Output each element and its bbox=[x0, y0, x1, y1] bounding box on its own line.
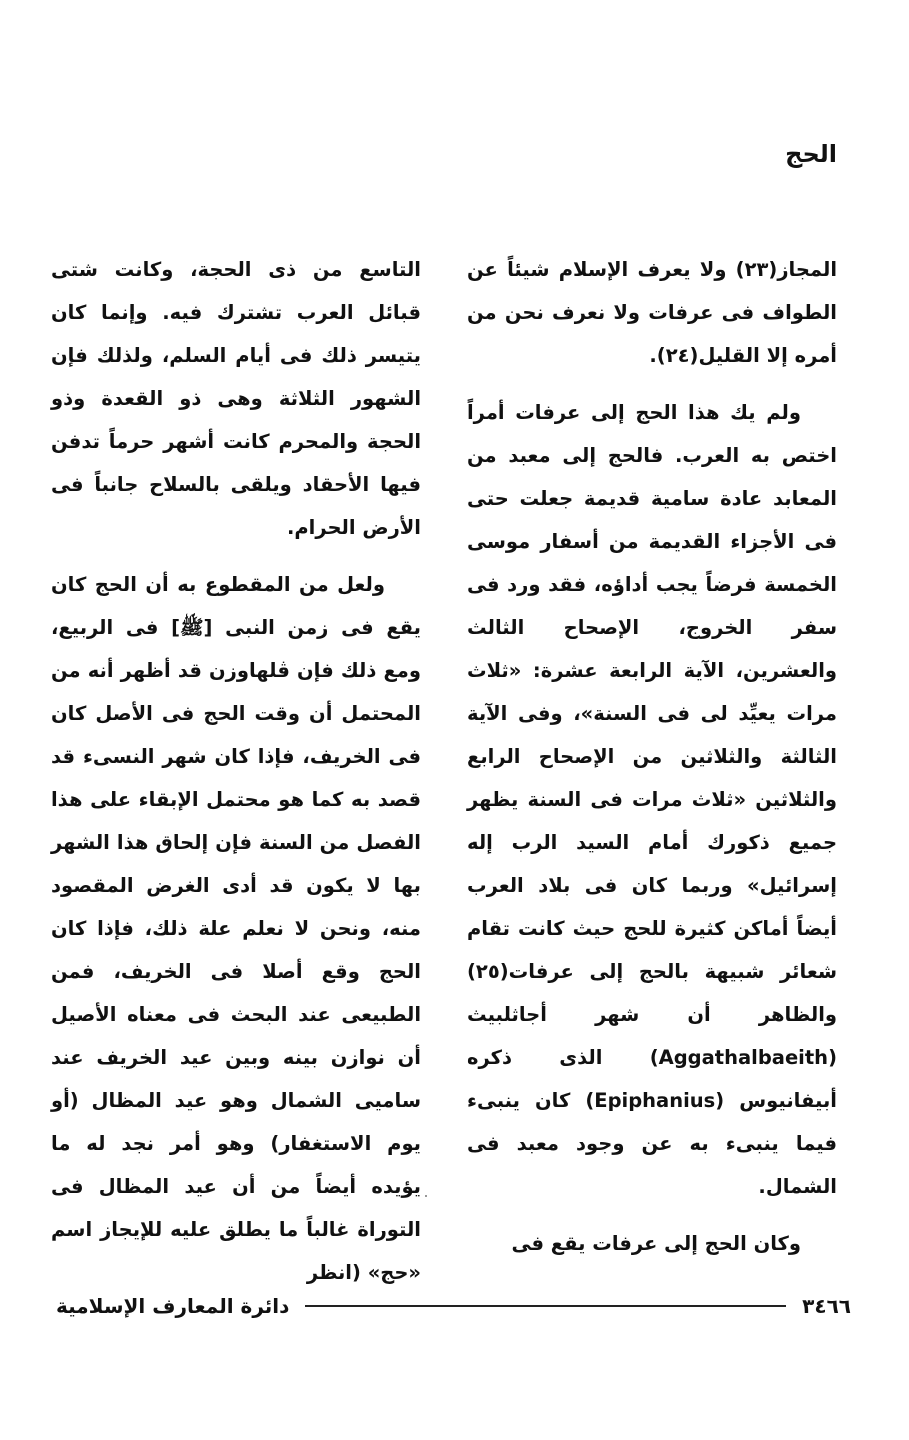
paragraph: المجاز(٢٣) ولا يعرف الإسلام شيئاً عن الطواف فى عرفات ولا نعرف نحن من أمره إلا القليل(٢٤). bbox=[467, 258, 837, 367]
paragraph: التاسع من ذى الحجة، وكانت شتى قبائل العرب تشترك فيه. وإنما كان يتيسر ذلك فى أيام السلم، ولذلك فإن الشهور الثلاثة وهى ذو القعدة وذو الحجة والمحرم كانت أشهر حرماً تدفن فيها الأحقاد ويلقى بالسلاح جانباً فى الأرض الحرام. bbox=[51, 258, 421, 539]
running-header-title: الحج bbox=[785, 140, 837, 168]
right-text-column bbox=[467, 248, 837, 1279]
footer-rule bbox=[305, 1305, 786, 1307]
publication-title: دائرة المعارف الإسلامية bbox=[56, 1294, 290, 1318]
page-number: ٣٤٦٦ bbox=[802, 1294, 851, 1318]
scan-speck bbox=[425, 1195, 427, 1197]
paragraph: ولعل من المقطوع به أن الحج كان يقع فى زمن النبى [ﷺ] فى الربيع، ومع ذلك فإن ڤلهاوزن قد أظهر أنه من المحتمل أن وقت الحج فى الأصل كان فى الخريف، فإذا كان شهر النسىء قد قصد به كما هو محتمل الإبقاء على هذا الفصل من السنة فإن إلحاق هذا الشهر بها لا يكون قد أدى الغرض المقصود منه، ونحن لا نعلم علة ذلك، فإذا كان الحج وقع أصلا فى الخريف، فمن الطبيعى عند البحث فى معناه الأصيل أن نوازن بينه وبين عيد الخريف عند ساميى الشمال وهو عيد المظال (أو يوم الاستغفار) وهو أمر نجد له ما يؤيده أيضاً من أن عيد المظال فى التوراة غالباً ما يطلق عليه للإيجاز اسم «حج» (انظر bbox=[51, 573, 421, 1284]
page-footer bbox=[56, 1290, 851, 1322]
paragraph: ولم يك هذا الحج إلى عرفات أمراً اختص به العرب. فالحج إلى معبد من المعابد عادة سامية قديمة جعلت حتى فى الأجزاء القديمة من أسفار موسى الخمسة فرضاً يجب أداؤه، فقد ورد فى سفر الخروج، الإصحاح الثالث والعشرين، الآية الرابعة عشرة: «ثلاث مرات يعيِّد لى فى السنة»، وفى الآية الثالثة والثلاثين من الإصحاح الرابع والثلاثين «ثلاث مرات فى السنة يظهر جميع ذكورك أمام السيد الرب إله إسرائيل» وربما كان فى بلاد العرب أيضاً أماكن كثيرة للحج حيث كانت تقام شعائر شبيهة بالحج إلى عرفات(٢٥) والظاهر أن شهر أجاثلبيث (Aggathalbaeith) الذى ذكره أبيفانيوس (Epiphanius) كان ينبىء فيما ينبىء به عن وجود معبد فى الشمال. bbox=[467, 401, 837, 1198]
paragraph: وكان الحج إلى عرفات يقع فى bbox=[511, 1232, 801, 1255]
left-text-column bbox=[51, 248, 421, 1308]
